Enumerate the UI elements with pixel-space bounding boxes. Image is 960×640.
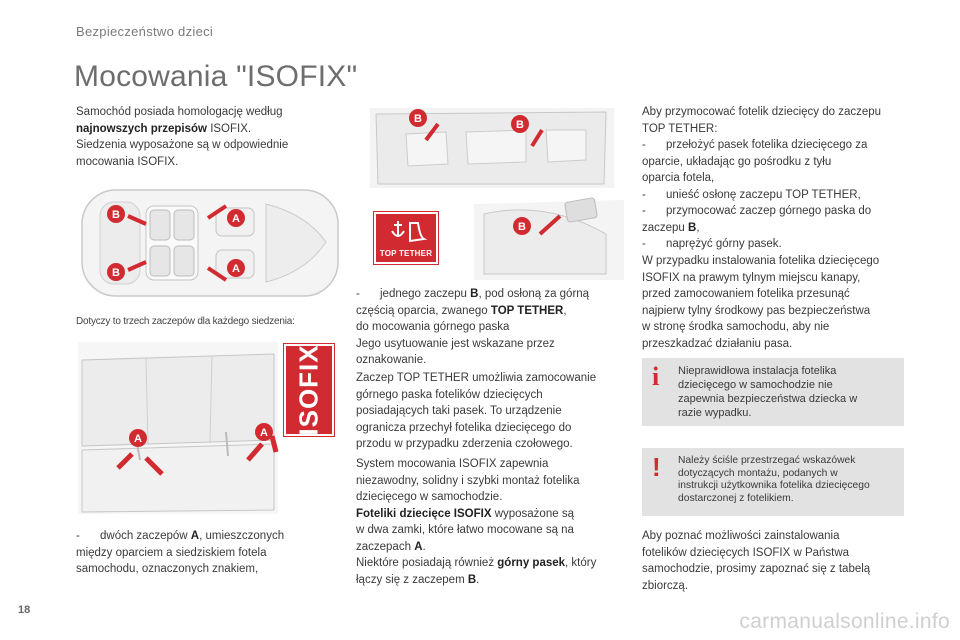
- warning-box-text: Należy ściśle przestrzegać wskazówek dotyczących montażu, podanych w instrukcji użytkownika fotelika dziecięcego dostarczonej z fotelikiem.: [678, 455, 870, 504]
- intro-paragraph: Samochód posiada homologację według najnowszych przepisów ISOFIX. Siedzenia wyposażone są w odpowiednie mocowania ISOFIX.: [76, 106, 289, 168]
- page-title: Mocowania "ISOFIX": [74, 60, 358, 93]
- step-1: - przełożyć pasek fotelika dziecięcego za oparcie, układając go pośrodku z tyłu oparcia fotela,: [642, 139, 868, 184]
- info-icon: i: [652, 362, 660, 391]
- watermark: carmanualsonline.info: [739, 610, 950, 633]
- right-seat-paragraph: W przypadku instalowania fotelika dziecięcego ISOFIX na prawym tylnym miejscu kanapy, przed zamocowaniem fotelika przesunąć najpierw tylny środkowy pas bezpieczeństwa w stronę środka samochodu, aby nie przeszkadzać działaniu pasa.: [642, 255, 880, 350]
- attach-instructions-intro: Aby przymocować fotelik dziecięcy do zaczepu TOP TETHER:: [642, 106, 882, 135]
- rear-seat-illustration: [76, 340, 280, 516]
- top-tether-badge-label: TOP TETHER: [379, 249, 433, 258]
- step-4: - naprężyć górny pasek.: [642, 238, 782, 250]
- marker-b-top-right-label: B: [516, 119, 524, 131]
- marker-b-detail-label: B: [518, 221, 526, 233]
- info-box-text: Nieprawidłowa instalacja fotelika dziecięcego w samochodzie nie zapewnia bezpieczeństwa dziecka w razie wypadku.: [678, 365, 858, 419]
- isofix-system-paragraph: System mocowania ISOFIX zapewnia niezawodny, solidny i szybki montaż fotelika dziecięcego w samochodzie. Foteliki dziecięce ISOFIX wyposażone są w dwa zamki, które łatwo mocowane są na zaczepach A. Niektóre posiadają również górny pasek, który łączy się z zaczepem B.: [356, 458, 597, 586]
- marker-a-right-label: A: [260, 427, 268, 439]
- marker-a-bottom-label: A: [232, 263, 240, 275]
- info-box: [642, 358, 904, 426]
- bullet-anchor-a: - dwóch zaczepów A, umieszczonych między oparciem a siedziskiem fotela samochodu, oznaczonych znakiem,: [76, 530, 285, 575]
- marker-b-top-left-label: B: [414, 113, 422, 125]
- car-top-view-illustration: [76, 184, 344, 302]
- top-tether-badge: [374, 212, 438, 264]
- warning-icon: !: [652, 452, 661, 482]
- attach-steps-list: [642, 137, 912, 253]
- isofix-badge-label: ISOFIX: [293, 344, 324, 436]
- anchors-caption: Dotyczy to trzech zaczepów dla każdego siedzenia:: [76, 316, 295, 327]
- page-number: 18: [18, 604, 31, 616]
- step-3: - przymocować zaczep górnego paska do zaczepu B,: [642, 205, 872, 234]
- marker-b-bottom-label: B: [112, 267, 120, 279]
- bullet-anchor-b: - jednego zaczepu B, pod osłoną za górną częścią oparcia, zwanego TOP TETHER, do mocowania górnego paska Jego usytuowanie jest wskazane przez oznakowanie.: [356, 288, 590, 366]
- warning-box: [642, 448, 904, 516]
- isofix-badge: [284, 344, 334, 436]
- anchor-seat-icon: [384, 217, 428, 247]
- step-2: - unieść osłonę zaczepu TOP TETHER,: [642, 188, 861, 201]
- final-paragraph: Aby poznać możliwości zainstalowania fotelików dziecięcych ISOFIX w Państwa samochodzie, prosimy zapoznać się z tabelą zbiorczą.: [642, 530, 871, 592]
- marker-b-top-label: B: [112, 209, 120, 221]
- marker-a-top-label: A: [232, 213, 240, 225]
- top-tether-paragraph: Zaczep TOP TETHER umożliwia zamocowanie górnego paska fotelików dziecięcych posiadających taki pasek. To urządzenie ogranicza przechył fotelika dziecięcego do przodu w przypadku zderzenia czołowego.: [356, 372, 597, 450]
- section-title: Bezpieczeństwo dzieci: [76, 24, 214, 39]
- marker-a-left-label: A: [134, 433, 142, 445]
